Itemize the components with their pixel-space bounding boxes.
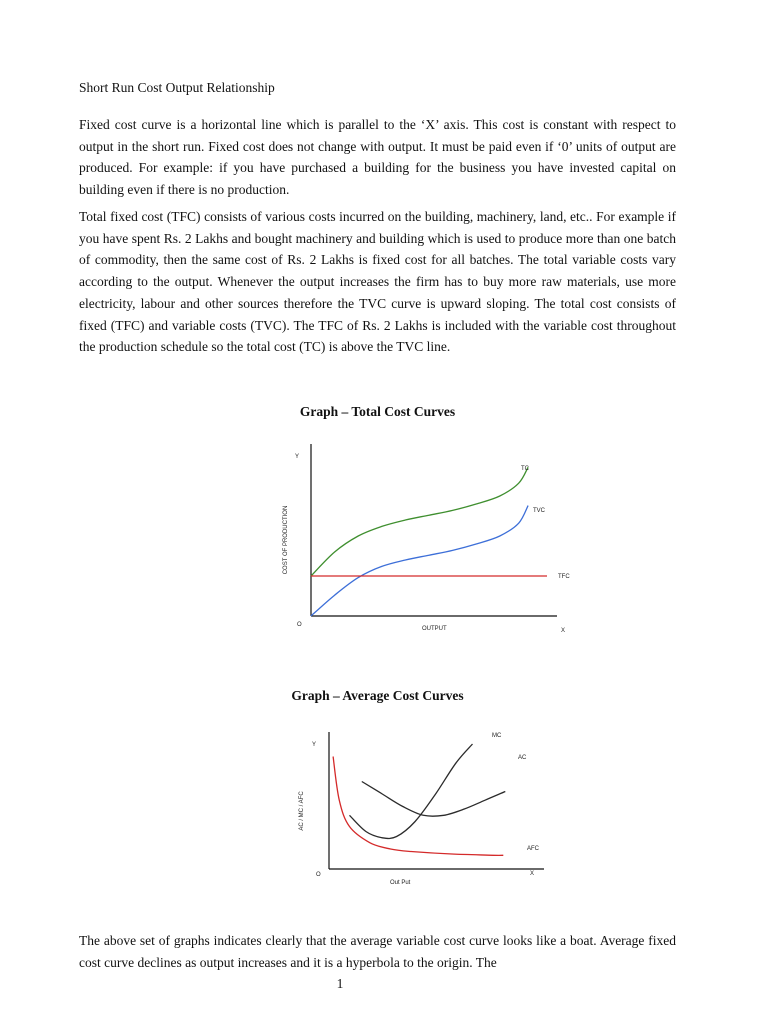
paragraph-fixed-cost: Fixed cost curve is a horizontal line which is parallel to the ‘X’ axis. This cost is constant with respect to output in the short run. Fixed cost does not change with output. It must be paid even if ‘0’ units of output are produced. For example: if you have purchased a building for the business you have invested capital on building even if there is no production.	[79, 117, 676, 198]
series-tc-label: TC	[521, 466, 529, 472]
x-axis-label: OUTPUT	[422, 626, 447, 632]
series-mc-line	[350, 744, 473, 838]
series-afc-line	[333, 757, 503, 856]
x-axis-label: Out Put	[390, 880, 411, 886]
series-afc-label: AFC	[527, 846, 539, 852]
section-heading: Short Run Cost Output Relationship	[79, 80, 275, 95]
origin-label: O	[297, 622, 302, 628]
y-axis-letter: Y	[312, 742, 317, 748]
y-axis-letter: Y	[295, 454, 300, 460]
series-ac-label: AC	[518, 755, 527, 761]
series-tfc-label: TFC	[558, 574, 570, 580]
y-axis-label: AC / MC / AFC	[299, 791, 305, 831]
paragraph-conclusion: The above set of graphs indicates clearly that the average variable cost curve looks like a boat. Average fixed cost curve declines as output increases and it is a hyperbola to the origin. The	[79, 933, 676, 970]
page-number: 1	[336, 976, 344, 991]
series-tc-line	[311, 467, 528, 576]
origin-label: O	[316, 872, 321, 878]
caption-average-cost-curves: Graph – Average Cost Curves	[291, 688, 464, 703]
caption-total-cost-curves: Graph – Total Cost Curves	[299, 404, 456, 419]
series-ac-line	[362, 782, 506, 817]
x-axis-letter: X	[561, 628, 566, 634]
x-axis-letter: X	[530, 871, 535, 877]
series-tvc-line	[311, 506, 528, 616]
paragraph-total-fixed-cost: Total fixed cost (TFC) consists of various costs incurred on the building, machinery, land, etc.. For example if you have spent Rs. 2 Lakhs and bought machinery and building which is used to produce more than one batch of commodity, then the same cost of Rs. 2 Lakhs is fixed cost for all batches. The total variable costs vary according to the output. Whenever the output increases the firm has to buy more raw materials, use more electricity, labour and other sources therefore the TVC curve is upward sloping. The total cost consists of fixed (TFC) and variable costs (TVC). The TFC of Rs. 2 Lakhs is included with the variable cost throughout the production schedule so the total cost (TC) is above the TVC line.	[79, 209, 676, 355]
series-mc-label: MC	[492, 733, 502, 739]
series-tvc-label: TVC	[533, 508, 545, 514]
average-cost-chart	[285, 726, 550, 891]
y-axis-label: COST OF PRODUCTION	[283, 505, 289, 575]
total-cost-chart	[275, 442, 585, 642]
